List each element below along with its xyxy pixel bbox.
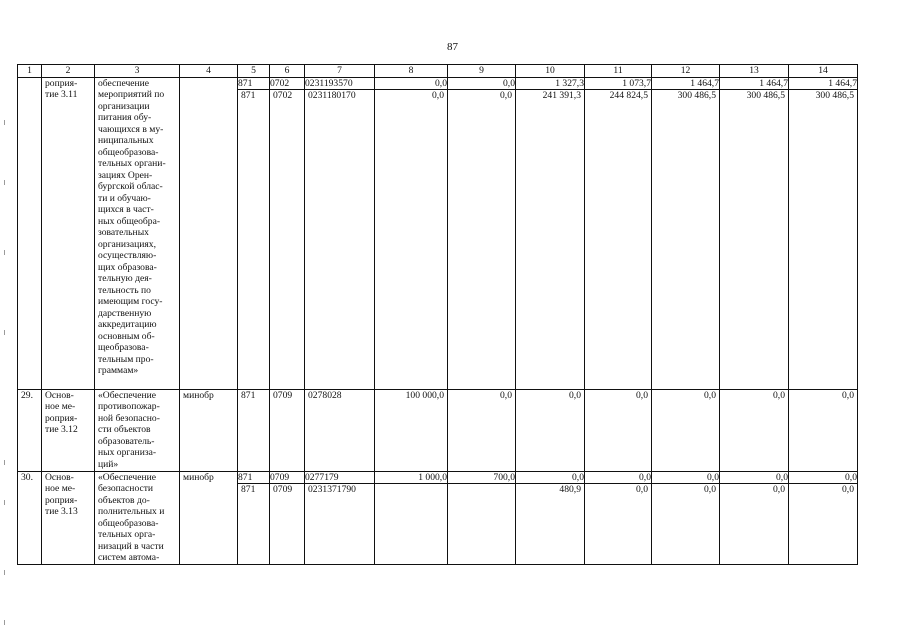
cell-c9: [448, 471, 516, 564]
cell-value: 0,0: [636, 483, 648, 495]
column-number-row: [18, 65, 858, 78]
cell-value: 1 464,7: [789, 78, 858, 90]
row-number: 29.: [18, 389, 42, 471]
cell-c6: [270, 389, 305, 471]
cell-value: 100 000,0: [405, 389, 444, 401]
cell-value: 871: [238, 78, 270, 90]
cell-c12: [652, 389, 720, 471]
cell-c14: [789, 77, 858, 389]
executor: минобр: [180, 471, 238, 564]
col-header: 10: [516, 65, 585, 78]
cell-value: [448, 484, 515, 495]
cell-value: 0278028: [308, 389, 342, 401]
cell-c10: [516, 77, 585, 389]
cell-value: 700,0: [448, 472, 516, 484]
cell-value: 0702: [273, 89, 293, 101]
cell-value: 1 464,7: [720, 78, 789, 90]
cell-c5: [238, 77, 270, 389]
cell-c6: [270, 77, 305, 389]
cell-c7: [305, 77, 375, 389]
cell-c8: [375, 77, 448, 389]
cell-value: 0,0: [842, 483, 854, 495]
col-header: 7: [305, 65, 375, 78]
col-header: 14: [789, 65, 858, 78]
cell-c10: [516, 389, 585, 471]
cell-value: 871: [241, 483, 256, 495]
cell-value: 1 327,3: [516, 78, 585, 90]
cell-c9: [448, 77, 516, 389]
cell-value: 0,0: [432, 89, 444, 101]
cell-c10: [516, 471, 585, 564]
col-header: 4: [180, 65, 238, 78]
col-header: 13: [720, 65, 789, 78]
cell-c14: [789, 389, 858, 471]
cell-value: 0,0: [636, 389, 648, 401]
cell-value: 241 391,3: [542, 89, 581, 101]
cell-value: [375, 484, 447, 495]
cell-c13: [720, 77, 789, 389]
cell-value: 0,0: [652, 472, 720, 484]
cell-value: 0,0: [720, 472, 789, 484]
cell-value: 0231180170: [308, 89, 356, 101]
margin-mark: [4, 570, 5, 575]
col-header: 6: [270, 65, 305, 78]
col-header: 5: [238, 65, 270, 78]
executor: минобр: [180, 389, 238, 471]
cell-value: 244 824,5: [609, 89, 648, 101]
col-header: 8: [375, 65, 448, 78]
cell-c5: [238, 389, 270, 471]
cell-value: 0277179: [305, 472, 375, 484]
event-name: роприя- тие 3.11: [42, 77, 95, 389]
cell-value: 0702: [270, 78, 305, 90]
cell-c8: [375, 389, 448, 471]
cell-value: 0,0: [789, 472, 858, 484]
cell-value: 871: [241, 389, 256, 401]
cell-value: 0,0: [704, 483, 716, 495]
margin-mark: [4, 250, 5, 255]
cell-value: 0709: [273, 483, 293, 495]
col-header: 12: [652, 65, 720, 78]
cell-value: 0,0: [773, 483, 785, 495]
cell-c7: [305, 389, 375, 471]
cell-value: 871: [238, 472, 270, 484]
cell-c11: [585, 77, 652, 389]
col-header: 11: [585, 65, 652, 78]
cell-c8: [375, 471, 448, 564]
cell-c13: [720, 389, 789, 471]
cell-value: 0,0: [569, 389, 581, 401]
cell-c13: [720, 471, 789, 564]
cell-value: 0231193570: [305, 78, 375, 90]
cell-c7: [305, 471, 375, 564]
margin-mark: [4, 460, 5, 465]
col-header: 1: [18, 65, 42, 78]
cell-value: 0709: [273, 389, 293, 401]
cell-c12: [652, 77, 720, 389]
col-header: 2: [42, 65, 95, 78]
cell-value: 0,0: [500, 89, 512, 101]
row-number: 30.: [18, 471, 42, 564]
row-number: [18, 77, 42, 389]
cell-c9: [448, 389, 516, 471]
cell-value: 0,0: [704, 389, 716, 401]
cell-value: 300 486,5: [746, 89, 785, 101]
cell-value: 1 073,7: [585, 78, 652, 90]
cell-c11: [585, 389, 652, 471]
table-row: [18, 77, 858, 389]
cell-value: 0,0: [448, 78, 516, 90]
margin-mark: [4, 620, 5, 625]
cell-value: 0,0: [842, 389, 854, 401]
cell-c11: [585, 471, 652, 564]
cell-value: 0,0: [773, 389, 785, 401]
cell-value: 300 486,5: [677, 89, 716, 101]
cell-value: 871: [241, 89, 256, 101]
event-name: Основ- ное ме- роприя- тие 3.13: [42, 471, 95, 564]
cell-value: 1 464,7: [652, 78, 720, 90]
event-name: Основ- ное ме- роприя- тие 3.12: [42, 389, 95, 471]
cell-c12: [652, 471, 720, 564]
cell-value: 480,9: [559, 483, 581, 495]
cell-value: 0231371790: [308, 483, 356, 495]
cell-value: 1 000,0: [375, 472, 448, 484]
col-header: 9: [448, 65, 516, 78]
table-row: [18, 471, 858, 564]
cell-value: 0,0: [500, 389, 512, 401]
cell-value: 0,0: [585, 472, 652, 484]
cell-value: 0709: [270, 472, 305, 484]
margin-mark: [4, 180, 5, 185]
margin-mark: [4, 330, 5, 335]
cell-c6: [270, 471, 305, 564]
cell-value: 300 486,5: [815, 89, 854, 101]
budget-table: [17, 64, 858, 565]
col-header: 3: [95, 65, 180, 78]
margin-mark: [4, 120, 5, 125]
cell-c5: [238, 471, 270, 564]
cell-value: 0,0: [375, 78, 448, 90]
table-row: [18, 389, 858, 471]
page-number: 87: [447, 41, 458, 53]
event-description: «Обеспечение противопожар- ной безопасно- сти объектов образователь- ных организа- ций»: [95, 389, 180, 471]
executor: [180, 77, 238, 389]
cell-value: 0,0: [516, 472, 585, 484]
event-description: «Обеспечение безопасности объектов до- полнительных и общеобразова- тельных орга- низаций в части систем автома-: [95, 471, 180, 564]
cell-c14: [789, 471, 858, 564]
event-description: обеспечение мероприятий по организации питания обу- чающихся в му- ниципальных общеобразова- тельных органи- зациях Орен- бургской облас- ти и обучаю- щихся в част- ных общеобра- зовательных организациях, осуществляю- щих образова- тельную дея- тельность по имеющим госу- дарственную аккредитацию основным об- щеобразова- тельным про- граммам»: [95, 77, 180, 389]
margin-mark: [4, 500, 5, 505]
